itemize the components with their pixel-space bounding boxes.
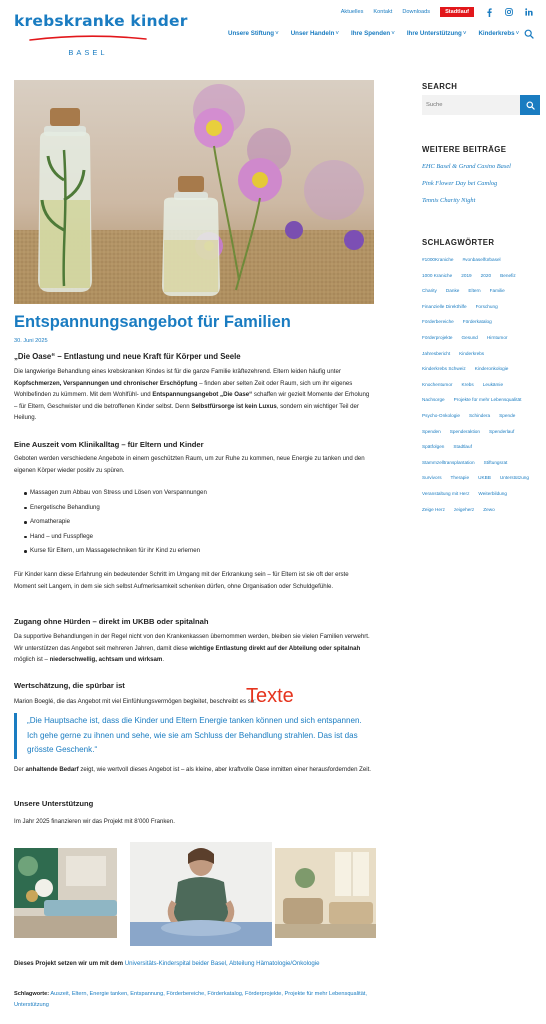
tag-link[interactable]: 2019 [461, 272, 472, 278]
paragraph-finanzierung: Im Jahr 2025 finanzieren wir das Projekt mit 8’000 Franken. [14, 818, 175, 825]
tag-link[interactable]: Survivors [422, 475, 442, 481]
text: , sondern ein wichtiger Teil der Heilung. [14, 402, 359, 422]
logo-wordmark: krebskranke kinder [14, 12, 188, 30]
gallery-image-therapist[interactable] [130, 842, 272, 946]
text: Da supportive Behandlungen in der Regel nicht von den Krankenkassen übernommen werden, bleiben sie vielen Familien verwehrt. Wir unterstützen das Angebot seit mehreren Jahren, damit diese [14, 633, 370, 652]
tag-link[interactable]: zeigeherz [453, 506, 475, 512]
list-item: Energetische Behandlung [24, 501, 364, 516]
tag-link[interactable]: Knochentumor [422, 381, 453, 387]
nav-label: Ihre Unterstützung [406, 30, 462, 37]
tag-link[interactable]: Stadtlauf [453, 444, 472, 450]
testimonial-quote: „Die Hauptsache ist, dass die Kinder und Eltern Energie tanken können und sich entspannen. Ich gehe gerne zu ihnen und sehe, wie sie am Schluss der Behandlung strahlen. Das ist das grösste Geschenk.“ [14, 713, 370, 759]
nav-ihre-unterstuetzung[interactable] [407, 30, 467, 37]
list-item: Kurse für Eltern, um Massagetechniken für ihr Kind zu erlernen [24, 544, 364, 559]
nav-kinderkrebs[interactable] [478, 30, 519, 37]
tag-link[interactable]: Forschung [475, 303, 498, 309]
text: Der [14, 766, 26, 773]
tag-link[interactable]: Unterstützung [499, 475, 530, 481]
keywords-label: Schlagworte: [14, 991, 50, 997]
keyword-links[interactable]: Auszeit, Eltern, Energie tanken, Entspannung, Förderbereiche, Förderkatalog, Förderprojekte, Projekte für mehr Lebensqualität, Unterstützung [14, 991, 367, 1008]
top-link-downloads[interactable]: Downloads [402, 9, 431, 15]
tag-link[interactable]: Familie [489, 288, 505, 294]
chevron-down-icon: ˅ [391, 30, 395, 37]
paragraph-marion: Marion Boeglé, die das Angebot mit viel Einfühlungsvermögen begleitet, beschreibt es so: [14, 698, 256, 705]
text: . [162, 656, 165, 664]
list-item: Massagen zum Abbau von Stress und Lösen von Verspannungen [24, 486, 364, 501]
text-bold: Selbstfürsorge ist kein Luxus [191, 402, 277, 410]
tag-link[interactable]: Charity [422, 288, 437, 294]
article-keywords [14, 989, 372, 1010]
paragraph-kinder: Für Kinder kann diese Erfahrung ein bedeutender Schritt im Umgang mit der Erkrankung sein – für Eltern ist sie oft der erste Moment seit Langem, in dem sie sich selbst Aufmerksamkeit schenken dürfen, ohne Organisation oder Schuldgefühle. [14, 571, 349, 590]
gallery-image-treatment-room[interactable] [14, 848, 117, 938]
sidebar-posts-heading: WEITERE BEITRÄGE [422, 145, 507, 154]
nav-unsere-stiftung[interactable] [228, 30, 279, 37]
tag-link[interactable]: Stammzelltransplantation [422, 459, 475, 465]
main-navigation [228, 30, 519, 37]
paragraph-intro [14, 366, 372, 424]
tag-link[interactable]: Jahresbericht [422, 350, 451, 356]
tag-link[interactable]: Stiftungsrat [483, 459, 508, 465]
top-utility-bar [341, 6, 534, 18]
tag-link[interactable]: Krebs [461, 381, 474, 387]
logo-swoosh [28, 34, 148, 42]
offer-list [24, 486, 364, 559]
tag-link[interactable]: #vonbaselfürbasel [462, 257, 501, 262]
nav-label: Ihre Spenden [351, 30, 391, 37]
sidebar-search-heading: SEARCH [422, 82, 458, 91]
heading-zugang: Zugang ohne Hürden – direkt im UKBB oder spitalnah [14, 617, 209, 626]
text: Die langwierige Behandlung eines krebskranken Kindes ist für die ganze Familie kräftezehrend. Eltern leiden häufig unter [14, 368, 341, 375]
search-icon [526, 101, 535, 110]
sidebar-tags-heading: SCHLAGWÖRTER [422, 238, 495, 247]
tag-link[interactable]: Zeige Herz [422, 506, 445, 512]
logo-city: BASEL [68, 48, 108, 57]
nav-label: Kinderkrebs [478, 30, 515, 37]
tag-link[interactable]: Hirntumor [486, 334, 508, 340]
chevron-down-icon: ˅ [462, 30, 467, 37]
tag-link[interactable]: Nachsorge [422, 397, 445, 403]
tag-link[interactable]: Kinderonkologie [474, 366, 509, 372]
text: – finden aber selten Zeit oder Raum, sich um ihr eigenes Wohlbefinden zu kümmern. Mit dem Wohlfühl- und [14, 379, 353, 399]
list-item: Aromatherapie [24, 515, 364, 530]
chevron-down-icon: ˅ [275, 30, 279, 37]
text: schaffen wir gezielt Momente der Erholung – für Eltern, Geschwister und die betroffenen Kinder selbst. Denn [14, 391, 370, 410]
sidebar-search-button[interactable] [520, 95, 540, 115]
tag-link[interactable]: Danke [445, 288, 460, 294]
text-bold: Kopfschmerzen, Verspannungen und chronischer Erschöpfung [14, 379, 198, 387]
article-title: Entspannungsangebot für Familien [14, 313, 291, 331]
tag-link[interactable]: Weiterbildung [478, 490, 507, 496]
sidebar-search-input[interactable] [422, 95, 520, 115]
paragraph-angebote: Geboten werden verschiedene Angebote in einem geschützten Raum, um zur Ruhe zu kommen, neue Energie zu tanken und den eigenen Körper wieder positiv zu spüren. [14, 455, 365, 474]
tag-link[interactable]: Benefiz [500, 272, 516, 278]
hero-image [14, 80, 374, 304]
nav-ihre-spenden[interactable] [351, 30, 395, 37]
tag-link[interactable]: Gesund [461, 334, 478, 340]
nav-label: Unsere Stiftung [228, 30, 275, 37]
tag-link[interactable]: 2020 [480, 272, 492, 278]
chevron-down-icon: ˅ [515, 30, 520, 37]
article-lead: „Die Oase“ – Entlastung und neue Kraft für Körper und Seele [14, 352, 241, 361]
article-date: 30. Juni 2025 [14, 338, 48, 344]
tag-link[interactable]: Förderprojekte [422, 334, 453, 340]
tag-link[interactable]: UKBB [478, 475, 491, 481]
paragraph-zugang [14, 631, 372, 666]
tag-link[interactable]: Finanzielle Direkthilfe [422, 303, 467, 309]
heading-auszeit: Eine Auszeit vom Klinikalltag – für Eltern und Kinder [14, 440, 204, 449]
sidebar-post-link[interactable]: Tennis Charity Night [422, 197, 476, 204]
partner-paragraph [14, 958, 372, 970]
image-gallery [14, 842, 364, 946]
top-link-aktuelles[interactable]: Aktuelles [340, 9, 364, 15]
tag-link[interactable]: #1000Kraniche [422, 257, 454, 262]
tag-link[interactable]: Kinderkrebs Schweiz [422, 366, 466, 372]
text-bold: wichtige Entlastung direkt auf der Abteilung oder spitalnah [189, 644, 361, 652]
tag-link[interactable]: 1000 Kraniche [422, 272, 453, 278]
tag-cloud [422, 252, 540, 517]
gallery-image-lounge[interactable] [275, 848, 376, 938]
tag-link[interactable]: Leukämie [482, 381, 504, 387]
sidebar-post-link[interactable]: EHC Basel & Grand Casino Basel [422, 163, 511, 170]
tag-link[interactable]: Förderkatalog [462, 319, 492, 325]
partner-prefix: Dieses Projekt setzen wir um mit dem [14, 960, 125, 967]
tag-link[interactable]: Spenderaktion [449, 428, 481, 434]
tag-link[interactable]: Schindera [469, 412, 491, 418]
tag-link[interactable]: Spenden [422, 428, 441, 434]
nav-unser-handeln[interactable] [291, 30, 339, 37]
site-logo[interactable] [14, 10, 188, 57]
texte-overlay-label: Texte [246, 685, 294, 707]
list-item: Hand – und Fusspflege [24, 530, 364, 545]
text: zeigt, wie wertvoll dieses Angebot ist – als kleine, aber kraftvolle Oase inmitten einer herausfordernden Zeit. [78, 766, 371, 773]
search-icon[interactable] [524, 29, 534, 39]
tag-link[interactable]: Spätfolgen [422, 444, 445, 450]
tag-link[interactable]: Veranstaltung mit Herz [422, 490, 470, 496]
top-link-kontakt[interactable]: Kontakt [373, 9, 393, 15]
tag-link[interactable]: Spende [499, 412, 516, 418]
tag-link[interactable]: Therapie [450, 475, 470, 481]
text-bold: anhaltende Bedarf [25, 766, 79, 773]
paragraph-bedarf [14, 764, 372, 776]
nav-label: Unser Handeln [290, 30, 335, 37]
instagram-icon[interactable] [504, 7, 514, 17]
tag-link[interactable]: Spenderlauf [489, 428, 515, 434]
tag-link[interactable]: Projekte für mehr Lebensqualität [453, 397, 522, 403]
facebook-icon[interactable] [484, 7, 494, 17]
heading-wertschaetzung: Wertschätzung, die spürbar ist [14, 681, 125, 690]
text-bold: niederschwellig, achtsam und wirksam [49, 656, 163, 664]
heading-unterstuetzung: Unsere Unterstützung [14, 799, 94, 808]
tag-link[interactable]: Förderbereiche [422, 319, 454, 325]
chevron-down-icon: ˅ [335, 30, 339, 37]
text-bold: Entspannungsangebot „Die Oase“ [152, 391, 253, 399]
tag-link[interactable]: Kinderkrebs [459, 350, 485, 356]
stadtlauf-button[interactable]: Stadtlauf [440, 7, 474, 17]
text: möglich ist – [14, 656, 50, 664]
sidebar-post-link[interactable]: Pink Flower Day bei Camlog [422, 180, 498, 187]
partner-link[interactable]: Universitäts-Kinderspital beider Basel, Abteilung Hämatologie/Onkologie [124, 960, 320, 967]
tag-link[interactable]: Zewo [483, 506, 495, 512]
linkedin-icon[interactable] [524, 7, 534, 17]
tag-link[interactable]: Eltern [468, 288, 481, 294]
tag-link[interactable]: Psycho-Onkologie [422, 412, 461, 418]
